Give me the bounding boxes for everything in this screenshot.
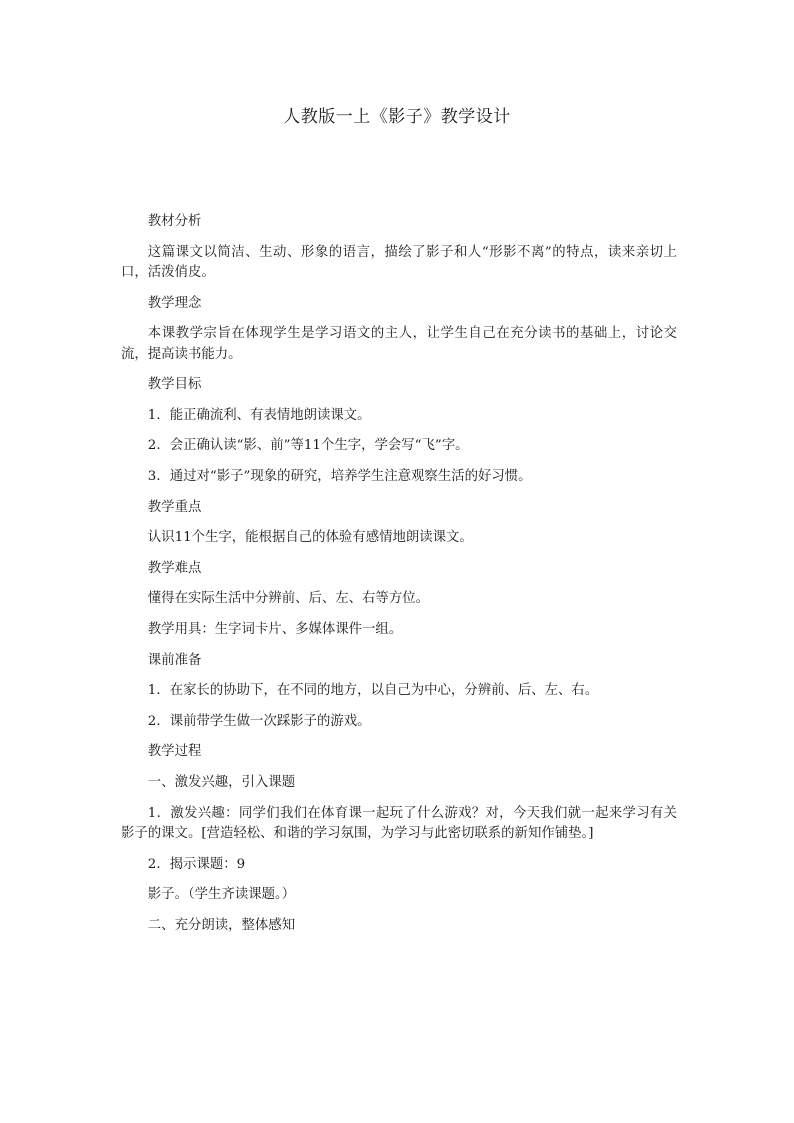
paragraph: 教学目标 — [147, 377, 202, 393]
paragraph: 认识11个生字，能根据自己的体验有感情地朗读课文。 — [147, 530, 473, 546]
paragraph: 教学过程 — [147, 744, 202, 760]
paragraph: 教学重点 — [147, 499, 202, 515]
document-title: 人教版一上《影子》教学设计 — [283, 107, 511, 127]
paragraph: 1．在家长的协助下，在不同的地方，以自己为中心，分辨前、后、左、右。 — [147, 683, 599, 699]
paragraph: 教学难点 — [147, 560, 202, 576]
paragraph: 3．通过对“影子”现象的研究，培养学生注意观察生活的好习惯。 — [147, 468, 532, 484]
paragraph: 一、激发兴趣，引入课题 — [147, 774, 296, 790]
paragraph: 2．会正确认读“影、前”等11个生字，学会写“飞”字。 — [147, 438, 469, 454]
paragraph: 1．激发兴趣：同学们我们在体育课一起玩了什么游戏？对，今天我们就一起来学习有关影子的课文。[营造轻松、和谐的学习氛围，为学习与此密切联系的新知作铺垫。] — [121, 805, 677, 841]
paragraph: 教学用具：生字词卡片、多媒体课件一组。 — [147, 621, 403, 637]
paragraph: 2．课前带学生做一次踩影子的游戏。 — [147, 713, 371, 729]
paragraph: 课前准备 — [147, 652, 202, 668]
paragraph: 1．能正确流利、有表情地朗读课文。 — [147, 407, 371, 423]
paragraph: 本课教学宗旨在体现学生是学习语文的主人，让学生自己在充分读书的基础上，讨论交流，提高读书能力。 — [121, 326, 677, 362]
paragraph: 2．揭示课题：9 — [147, 856, 246, 872]
paragraph: 懂得在实际生活中分辨前、后、左、右等方位。 — [147, 591, 429, 607]
paragraph: 教材分析 — [147, 214, 202, 229]
document-body — [121, 207, 677, 941]
paragraph: 教学理念 — [147, 295, 202, 311]
paragraph: 这篇课文以简洁、生动、形象的语言，描绘了影子和人“形影不离”的特点，读来亲切上口，活泼俏皮。 — [121, 244, 677, 281]
paragraph: 影子。（学生齐读课题。） — [147, 887, 296, 903]
paragraph: 二、充分朗读，整体感知 — [147, 917, 296, 933]
